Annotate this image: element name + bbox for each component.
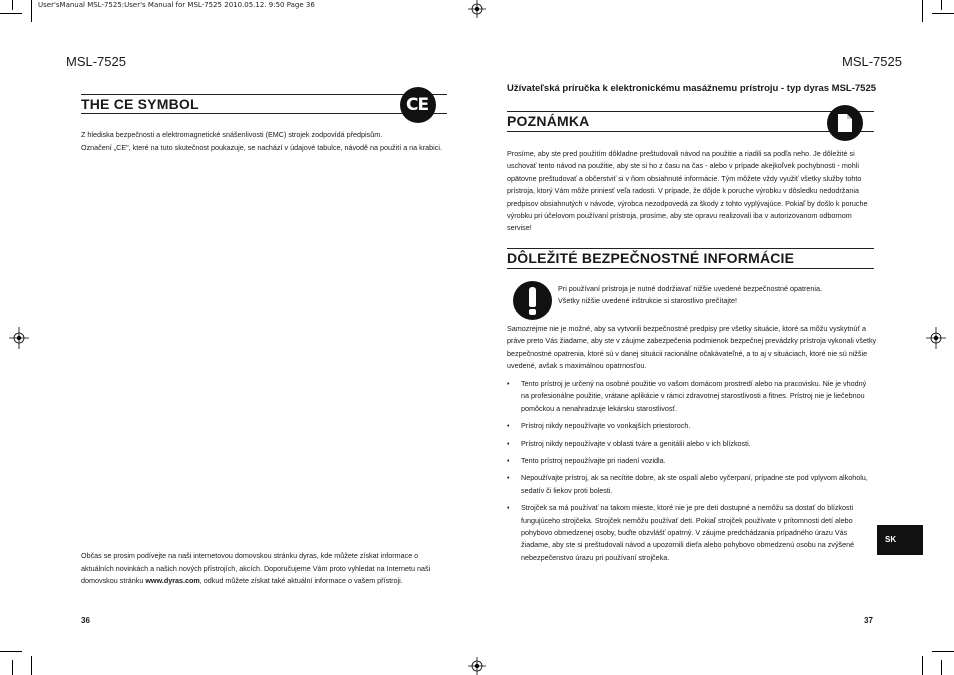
list-item: [507, 502, 877, 564]
heading-rule-bottom: [507, 131, 874, 132]
text-line: výrobku pri účelovom používaní prístroja, prosíme, aby ste opravu realizovali iba v autorizovanom odbornom: [507, 211, 852, 221]
list-item-line: fungujúceho strojčeka. Strojček nemôžu používať deti. Pokiaľ strojček používate v prítomnosti detí alebo: [521, 515, 853, 525]
website-line: Občas se prosim podívejte na naši internetovou domovskou stránku dyras, kde můžete získat informace o: [81, 551, 419, 560]
heading-rule-top: [81, 94, 447, 95]
crop-mark: [12, 0, 13, 10]
safety-intro-line: Všetky nižšie uvedené inštrukcie si starostlivo prečítajte!: [558, 296, 737, 305]
crop-mark: [941, 660, 942, 675]
ce-paragraph: Z hlediska bezpečnosti a elektromagnetické snášenlivosti (EMC) strojek zodpovídá předpisům.: [81, 130, 383, 139]
ce-badge-icon: [400, 87, 436, 123]
registration-mark-icon: [467, 0, 487, 18]
list-item: [507, 455, 877, 467]
list-item-line: sedatív či liekov proti bolesti.: [521, 485, 613, 495]
language-tab-label: SK: [885, 535, 897, 544]
list-item: [507, 438, 877, 450]
heading-rule-bottom: [81, 113, 447, 114]
printer-slug: User'sManual MSL-7525:User's Manual for MSL-7525 2010.05.12. 9:50 Page 36: [38, 1, 315, 9]
text-line: predpisov obsiahnutých v návode, výrobca nezodpovedá za škody z tohto vyplývajúce. Pokiaľ by došlo k poruche: [507, 198, 868, 208]
list-item-line: • Prístroj nikdy nepoužívajte v oblasti tváre a genitálií alebo v ich blízkosti.: [521, 438, 751, 448]
crop-mark: [941, 0, 942, 10]
text-line: opätovne preštudovať a občerstviť si v ňom obsiahnuté informácie. Tým môžete vždy využiť všetky služby tohto: [507, 173, 862, 183]
warning-badge-icon: [513, 281, 552, 320]
text-line: Prosíme, aby ste pred použitím dôkladne preštudovali návod na použitie a riadili sa podľa neho. Je dôležité si: [507, 149, 855, 158]
website-line: aktuálních novinkách a našich nových přístrojích, akcích. Doporučujeme Vám proto vyhledat na Internetu naši: [81, 563, 431, 573]
crop-mark: [932, 651, 954, 652]
text-line: práve preto Vás žiadame, aby ste v záujme zabezpečenia podmienok bezpečnej prevádzky prístroja vykonali všetky: [507, 336, 877, 346]
list-item-line: • Tento prístroj je určený na osobné použitie vo vašom domácom prostredí alebo na pracovisku. Nie je vhodný: [521, 379, 867, 388]
list-item-line: na profesionálne použitie, vrátane aplikácie v rámci zdravotnej starostlivosti a fitnes. Prístroj nie je liečebnou: [521, 391, 865, 401]
text-line: bezpečnostné opatrenia, ktoré sú v danej situácii racionálne očakávateľné, a to aj v situáciach, ktoré nie sú nižšie: [507, 348, 868, 358]
list-item: [507, 378, 877, 415]
note-badge-icon: [827, 105, 863, 141]
crop-mark: [31, 656, 32, 675]
text-line: prístroja, ktorý Vám môže priniesť veľa radosti. V prípade, že dôjde k poruche výrobku v dôsledku nedodržania: [507, 186, 859, 196]
registration-mark-icon: [926, 327, 946, 349]
ce-badge-text: CE: [406, 95, 429, 115]
website-line: [81, 575, 451, 588]
ce-text: [81, 128, 451, 154]
list-item-line: pohybovo obmedzenej osoby, buďte obzvlášť opatrný. V záujme predchádzania prípadného úrazu Vás: [521, 528, 848, 538]
page-number-right: 37: [864, 616, 873, 625]
heading-rule-bottom: [507, 268, 874, 269]
list-item-line: • Nepoužívajte prístroj, ak sa necítite dobre, ak ste ospalí alebo vyčerpaní, prípadne ste pod vplyvom alkoholu,: [521, 473, 868, 483]
model-label-left: MSL-7525: [66, 54, 126, 69]
list-item: [507, 472, 877, 497]
note-body: [507, 148, 877, 235]
crop-mark: [12, 660, 13, 675]
list-item-line: • Strojček sa má používať na takom mieste, ktoré nie je pre deti dostupné a nemôžu sa dostať do blízkosti: [521, 503, 854, 513]
website-line-post: , odkud můžete získat také aktuální informace o vašem přístroji.: [199, 576, 403, 585]
website-note: [81, 550, 451, 588]
crop-mark: [922, 0, 923, 22]
document-icon: [837, 113, 853, 133]
text-line: servise!: [507, 223, 532, 233]
list-item-line: nebezpečenstvo úrazu pri používaní strojčeka.: [521, 552, 670, 562]
website-link[interactable]: www.dyras.com: [145, 576, 200, 585]
safety-intro-line: Pri používaní prístroja je nutné dodržiavať nižšie uvedené bezpečnostné opatrenia.: [558, 284, 823, 293]
crop-mark: [31, 0, 32, 22]
safety-intro: [558, 283, 878, 307]
list-item-line: pomôckou a nenahradzuje lekársku starostlivosť.: [521, 403, 678, 413]
registration-mark-icon: [9, 327, 29, 349]
registration-mark-icon: [467, 657, 487, 675]
crop-mark: [932, 13, 954, 14]
list-item-line: • Prístroj nikdy nepoužívajte vo vonkajších priestoroch.: [521, 421, 691, 431]
list-item: [507, 420, 877, 432]
note-heading: POZNÁMKA: [507, 113, 590, 129]
website-line-pre: domovskou stránku: [81, 576, 146, 585]
exclamation-dot-icon: [529, 309, 536, 315]
crop-mark: [0, 13, 22, 14]
list-item-line: • Tento prístroj nepoužívajte pri riadení vozidla.: [521, 456, 666, 466]
heading-rule-top: [507, 248, 874, 249]
heading-rule-top: [507, 111, 874, 112]
text-line: uvedené, avšak s maximálnou opatrnosťou.: [507, 361, 647, 371]
text-line: Samozrejme nie je možné, aby sa vytvorili bezpečnostné predpisy pre všetky situácie, ktoré sa môžu vyskytnúť a: [507, 324, 867, 333]
ce-heading: THE CE SYMBOL: [81, 96, 199, 112]
text-line: uschovať tento návod na použitie, aby ste si ho z času na čas - alebo v prípade akejkoľvek pochybnosti - mohli: [507, 161, 859, 171]
safety-paragraph: [507, 323, 877, 373]
model-label-right: MSL-7525: [842, 54, 902, 69]
crop-mark: [922, 656, 923, 675]
manual-subtitle: Užívateľská príručka k elektronickému masážnemu prístroju - typ dyras MSL-7525: [507, 83, 877, 94]
safety-list: [507, 378, 877, 569]
safety-heading: DÔLEŽITÉ BEZPEČNOSTNÉ INFORMÁCIE: [507, 250, 795, 266]
page-number-left: 36: [81, 616, 90, 625]
ce-paragraph: Označení „CE", které na tuto skutečnost poukazuje, se nachází v údajové tabulce, návodě na použití a na krabici.: [81, 143, 442, 152]
exclamation-icon: [529, 287, 536, 307]
list-item-line: žiadame, aby ste si preštudovali návod a upozornili dieťa alebo pohybovo obmedzenú osobu na zvýšené: [521, 540, 855, 550]
crop-mark: [0, 651, 22, 652]
language-tab: [877, 525, 923, 555]
